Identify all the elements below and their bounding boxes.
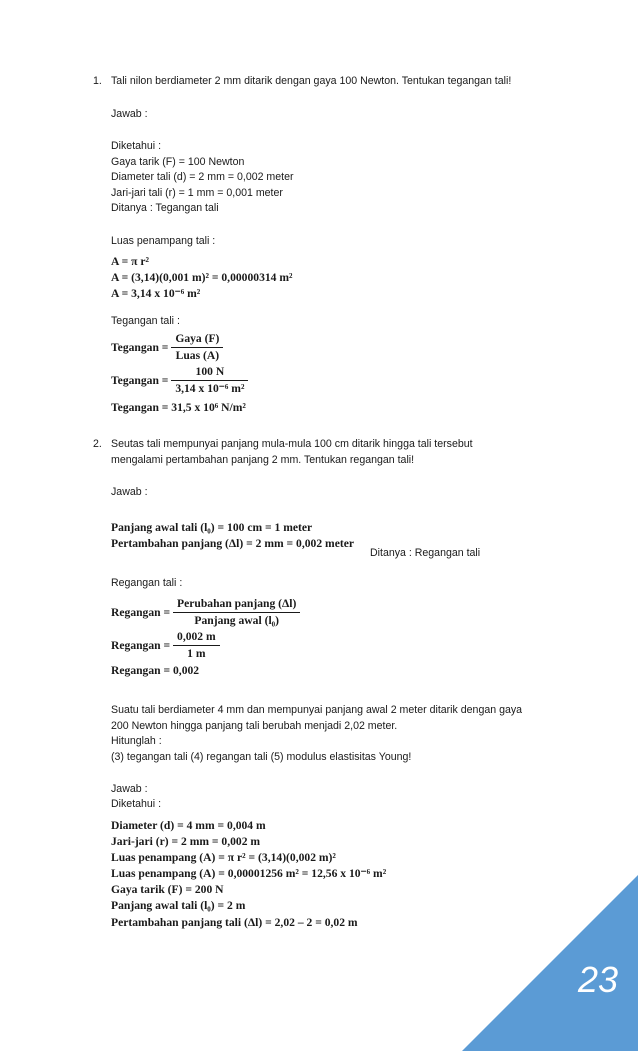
q3-given-3: Luas penampang (A) = π r² = (3,14)(0,002 m)² [111,851,336,864]
q2-reg-f1-den: Panjang awal (l₀) [194,614,280,627]
q1-teg-f2-num: 100 N [171,365,248,381]
q2-regangan-label: Regangan tali : [111,577,183,589]
q1-given-4: Ditanya : Tegangan tali [111,202,219,214]
q1-given-2: Diameter tali (d) = 2 mm = 0,002 meter [111,171,294,183]
q3-given-1: Diameter (d) = 4 mm = 0,004 m [111,819,266,832]
q2-regangan-eq-1 [111,597,300,628]
q2-given-1: Panjang awal tali (l₀) = 100 cm = 1 meter [111,521,313,534]
question-1-number: 1. [93,75,102,87]
question-3-text-2: 200 Newton hingga panjang tali berubah menjadi 2,02 meter. [111,720,398,732]
q2-regangan-eq-2 [111,630,220,661]
q2-given-2: Pertambahan panjang (Δl) = 2 mm = 0,002 meter [111,537,354,550]
q1-teg-fraction-2 [171,365,248,396]
q1-teg-lhs-1: Tegangan = [111,340,169,354]
q2-jawab: Jawab : [111,486,148,498]
q3-given-5: Gaya tarik (F) = 200 N [111,883,224,896]
q2-reg-f2-num: 0,002 m [173,630,220,646]
q3-given-2: Jari-jari (r) = 2 mm = 0,002 m [111,835,261,848]
q1-jawab: Jawab : [111,108,148,120]
question-1-text: Tali nilon berdiameter 2 mm ditarik dengan gaya 100 Newton. Tentukan tegangan tali! [111,75,512,87]
question-3-text-4: (3) tegangan tali (4) regangan tali (5) modulus elastisitas Young! [111,751,412,763]
question-3-text-1: Suatu tali berdiameter 4 mm dan mempunyai panjang awal 2 meter ditarik dengan gaya [111,704,523,716]
q1-given-1: Gaya tarik (F) = 100 Newton [111,156,245,168]
q3-given-4: Luas penampang (A) = 0,00001256 m² = 12,56 x 10⁻⁶ m² [111,867,387,880]
question-2-text-1: Seutas tali mempunyai panjang mula-mula 100 cm ditarik hingga tali tersebut [111,438,473,450]
q2-reg-fraction-1 [173,597,300,628]
q1-luas-eq-1: A = π r² [111,255,150,268]
q2-reg-lhs-1: Regangan = [111,605,171,619]
q3-diketahui: Diketahui : [111,798,162,810]
q3-given-6: Panjang awal tali (l₀) = 2 m [111,899,246,912]
q1-teg-f2-den: 3,14 x 10⁻⁶ m² [175,382,245,395]
q1-tegangan-label: Tegangan tali : [111,315,180,327]
q2-regangan-result: Regangan = 0,002 [111,664,200,677]
q1-teg-f1-num: Gaya (F) [171,332,223,348]
q1-luas-eq-3: A = 3,14 x 10⁻⁶ m² [111,287,201,300]
q2-reg-f2-den: 1 m [187,647,206,660]
q1-tegangan-eq-1 [111,332,223,363]
q1-given-3: Jari-jari tali (r) = 1 mm = 0,001 meter [111,187,283,199]
q2-reg-f1-num: Perubahan panjang (Δl) [173,597,300,613]
q3-jawab: Jawab : [111,783,148,795]
q1-teg-lhs-2: Tegangan = [111,373,169,387]
q2-reg-fraction-2 [173,630,220,661]
q1-luas-eq-2: A = (3,14)(0,001 m)² = 0,00000314 m² [111,271,293,284]
question-2-number: 2. [93,438,102,450]
q3-given-7: Pertambahan panjang tali (Δl) = 2,02 – 2 = 0,02 m [111,916,358,929]
page-number: 23 [577,959,618,1000]
q1-teg-fraction-1 [171,332,223,363]
q2-reg-lhs-2: Regangan = [111,638,171,652]
q1-teg-f1-den: Luas (A) [175,349,220,362]
q1-tegangan-eq-2 [111,365,248,396]
q1-diketahui: Diketahui : [111,140,162,152]
q1-tegangan-result: Tegangan = 31,5 x 10⁶ N/m² [111,401,246,414]
q2-ditanya: Ditanya : Regangan tali [370,547,481,559]
question-3-text-3: Hitunglah : [111,735,162,747]
question-2-text-2: mengalami pertambahan panjang 2 mm. Tentukan regangan tali! [111,454,415,466]
q1-luas-label: Luas penampang tali : [111,235,216,247]
